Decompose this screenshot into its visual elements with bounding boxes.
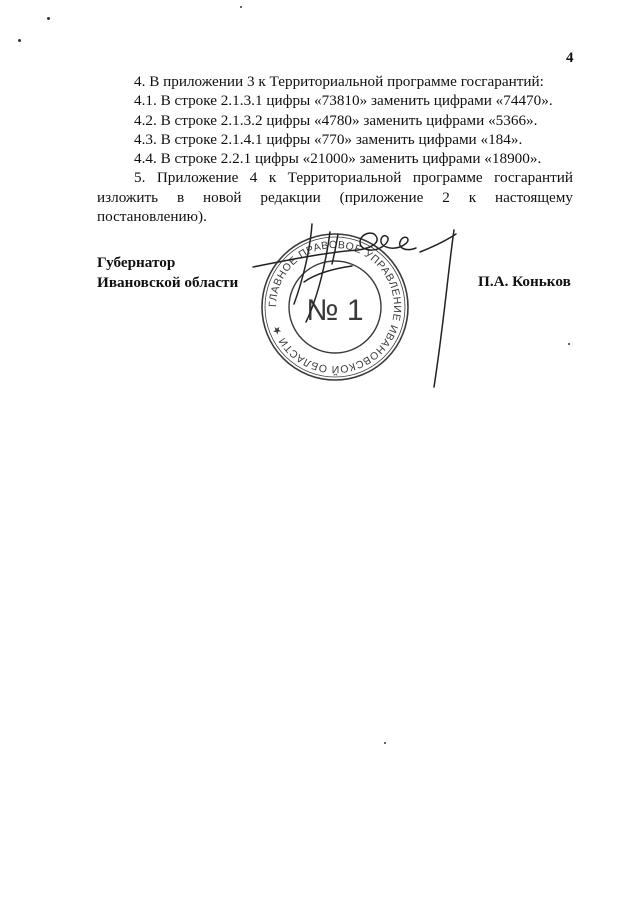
document-body [97, 72, 573, 226]
paragraph-item-4-2: 4.2. В строке 2.1.3.2 цифры «4780» заменить цифрами «5366». [134, 111, 538, 129]
signatory-position-line-1: Губернатор [97, 254, 176, 271]
signatory-name: П.А. Коньков [478, 273, 571, 290]
scan-speck [240, 6, 242, 8]
scan-speck [18, 39, 21, 42]
paragraph-item-5: 5. Приложение 4 к Территориальной программе госгарантий изложить в новой редакции (приложение 2 к настоящему постановлению). [97, 169, 573, 226]
official-stamp-icon [248, 212, 463, 397]
scan-speck [384, 742, 386, 744]
paragraph-item-4: 4. В приложении 3 к Территориальной программе госгарантий: [134, 73, 544, 90]
scan-speck [568, 343, 570, 345]
signatory-position-line-2: Ивановской области [97, 273, 239, 291]
paragraph-item-4-3: 4.3. В строке 2.1.4.1 цифры «770» заменить цифрами «184». [134, 130, 523, 148]
paragraph-item-4-4: 4.4. В строке 2.2.1 цифры «21000» заменить цифрами «18900». [134, 150, 542, 168]
stamp-ring-text: ГЛАВНОЕ ПРАВОВОЕ УПРАВЛЕНИЕ ИВАНОВСКОЙ ОБЛАСТИ ★ [266, 238, 404, 376]
paragraph-item-4-1: 4.1. В строке 2.1.3.1 цифры «73810» заменить цифрами «74470». [134, 92, 553, 110]
stamp-center-text: № 1 [306, 294, 364, 327]
signatory-position [97, 253, 238, 292]
scan-speck [47, 17, 50, 20]
page-number: 4 [566, 50, 574, 66]
